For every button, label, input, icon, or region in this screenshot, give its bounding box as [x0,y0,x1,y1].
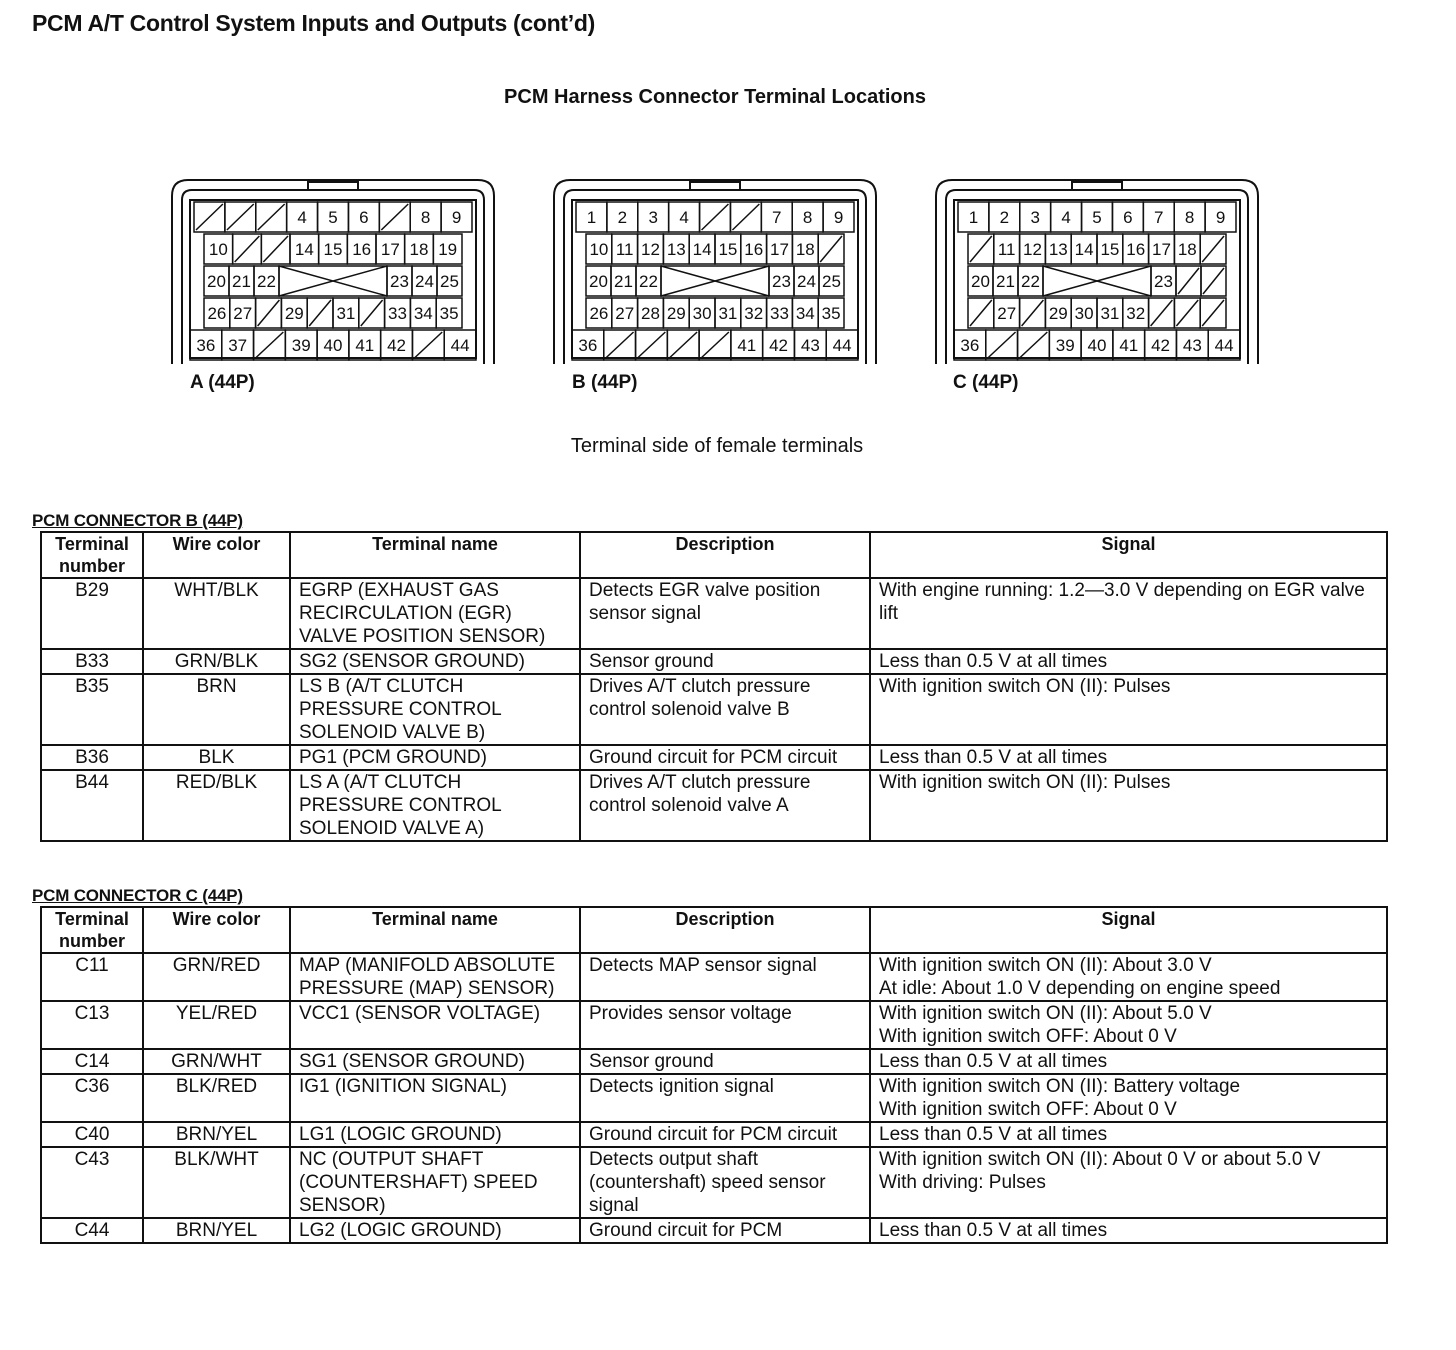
terminal-number: 9 [833,208,844,227]
terminal-number: 32 [744,304,764,323]
terminal-number: 20 [207,272,226,291]
header-description: Description [580,907,870,953]
empty-terminal-slash [1178,268,1199,294]
cell-wire-color: BLK [143,745,290,770]
terminal-caption: Terminal side of female terminals [570,435,864,457]
cell-terminal-name: LS A (A/T CLUTCH PRESSURE CONTROL SOLENOID VALVE A) [290,770,580,841]
cell-description: Ground circuit for PCM circuit [580,745,870,770]
terminal-number: 40 [323,336,343,355]
page-title: PCM A/T Control System Inputs and Outputs (cont’d) [32,10,595,36]
terminal-number: 27 [997,304,1017,323]
terminal-number: 41 [1119,336,1139,355]
cell-wire-color: GRN/WHT [143,1049,290,1074]
cell-terminal-name: LG2 (LOGIC GROUND) [290,1218,580,1243]
connector-c-label: C (44P) [953,372,1019,393]
cell-wire-color: WHT/BLK [143,578,290,649]
connector-svg [932,178,1262,364]
connector-a-diagram [168,178,498,364]
terminal-number: 17 [770,240,789,259]
terminal-number: 8 [420,208,431,227]
terminal-number: 34 [413,304,433,323]
terminal-number: 44 [450,336,470,355]
terminal-number: 18 [1177,240,1197,259]
terminal-number: 23 [1154,272,1173,291]
terminal-number: 36 [578,336,598,355]
terminal-number: 5 [1092,208,1102,227]
table-row [41,745,1387,770]
terminal-number: 43 [1182,336,1202,355]
terminal-number: 44 [832,336,852,355]
terminal-number: 20 [589,272,608,291]
terminal-number: 12 [641,240,660,259]
terminal-number: 21 [232,272,251,291]
cell-wire-color: YEL/RED [143,1001,290,1049]
cell-wire-color: BRN [143,674,290,745]
terminal-number: 14 [1074,240,1094,259]
terminal-number: 23 [772,272,791,291]
cell-wire-color: BLK/RED [143,1074,290,1122]
terminal-number: 37 [228,336,248,355]
cell-signal: With ignition switch ON (II): Battery voltage With ignition switch OFF: About 0 V [870,1074,1387,1122]
cell-terminal: B33 [41,649,143,674]
cell-terminal: C13 [41,1001,143,1049]
empty-terminal-slash [701,332,729,358]
terminal-number: 16 [352,240,372,259]
table-row [41,649,1387,674]
terminal-number: 17 [1152,240,1171,259]
connector-a-label: A (44P) [190,372,255,393]
table-row [41,770,1387,841]
terminal-number: 9 [451,208,462,227]
terminal-number: 33 [770,304,789,323]
terminal-number: 41 [737,336,757,355]
empty-terminal-slash [638,332,666,358]
terminal-number: 10 [208,240,228,259]
cell-terminal: B44 [41,770,143,841]
cell-terminal-name: LG1 (LOGIC GROUND) [290,1122,580,1147]
cell-description: Detects output shaft (countershaft) speed sensor signal [580,1147,870,1218]
connector-latch [690,182,740,190]
terminal-number: 4 [1061,208,1071,227]
terminal-number: 9 [1215,208,1226,227]
terminal-number: 8 [802,208,813,227]
empty-terminal-slash [988,332,1016,358]
cell-terminal: C40 [41,1122,143,1147]
cell-description: Ground circuit for PCM [580,1218,870,1243]
terminal-number: 31 [336,304,356,323]
cell-terminal-name: EGRP (EXHAUST GAS RECIRCULATION (EGR) VALVE POSITION SENSOR) [290,578,580,649]
empty-terminal-slash [732,204,759,230]
empty-terminal-slash [702,204,729,230]
connector-b-label: B (44P) [572,372,638,393]
terminal-number: 24 [797,272,816,291]
connector-svg [550,178,880,364]
terminal-number: 13 [1048,240,1068,259]
cell-terminal: C14 [41,1049,143,1074]
empty-terminal-slash [1176,300,1198,326]
empty-terminal-slash [820,236,842,262]
empty-terminal-slash [196,204,223,230]
header-wire-color: Wire color [143,532,290,578]
cell-terminal: B36 [41,745,143,770]
terminal-number: 33 [388,304,407,323]
terminal-number: 4 [679,208,689,227]
table-row [41,674,1387,745]
terminal-number: 15 [718,240,738,259]
cell-wire-color: BRN/YEL [143,1218,290,1243]
empty-terminal-slash [1202,300,1224,326]
header-terminal-name: Terminal name [290,907,580,953]
table-row [41,578,1387,649]
terminal-number: 4 [297,208,307,227]
empty-terminal-slash [1022,300,1044,326]
terminal-number: 21 [996,272,1015,291]
cell-terminal-name: SG2 (SENSOR GROUND) [290,649,580,674]
connector-latch [1072,182,1122,190]
empty-terminal-slash [258,300,280,326]
cell-description: Detects MAP sensor signal [580,953,870,1001]
terminal-number: 29 [666,304,686,323]
terminal-number: 35 [821,304,841,323]
empty-terminal-slash [970,236,992,262]
terminal-number: 27 [233,304,253,323]
cell-signal: With ignition switch ON (II): Pulses [870,770,1387,841]
empty-terminal-slash [1202,236,1224,262]
table-row [41,1218,1387,1243]
terminal-number: 25 [822,272,841,291]
terminal-number: 16 [1126,240,1146,259]
terminal-number: 18 [795,240,815,259]
cell-terminal-name: IG1 (IGNITION SIGNAL) [290,1074,580,1122]
terminal-number: 13 [666,240,686,259]
terminal-number: 40 [1087,336,1107,355]
cell-signal: Less than 0.5 V at all times [870,1049,1387,1074]
terminal-number: 15 [1100,240,1120,259]
empty-terminal-slash [263,236,288,262]
cell-wire-color: RED/BLK [143,770,290,841]
empty-terminal-slash [309,300,331,326]
cell-terminal-name: NC (OUTPUT SHAFT (COUNTERSHAFT) SPEED SENSOR) [290,1147,580,1218]
cell-terminal: C11 [41,953,143,1001]
cell-description: Drives A/T clutch pressure control solenoid valve A [580,770,870,841]
cell-description: Provides sensor voltage [580,1001,870,1049]
connector-c-table [40,906,1388,1244]
cell-wire-color: BRN/YEL [143,1122,290,1147]
terminal-number: 39 [1055,336,1075,355]
terminal-number: 31 [1100,304,1120,323]
diagram-title: PCM Harness Connector Terminal Locations [504,86,926,108]
terminal-number: 3 [648,208,658,227]
terminal-number: 26 [207,304,227,323]
cell-signal: With ignition switch ON (II): About 5.0 V With ignition switch OFF: About 0 V [870,1001,1387,1049]
cell-terminal-name: SG1 (SENSOR GROUND) [290,1049,580,1074]
empty-terminal-slash [1203,268,1224,294]
terminal-number: 42 [769,336,789,355]
terminal-number: 19 [438,240,458,259]
terminal-number: 30 [692,304,712,323]
cell-description: Sensor ground [580,1049,870,1074]
terminal-number: 18 [409,240,429,259]
cell-signal: With ignition switch ON (II): About 0 V or about 5.0 V With driving: Pulses [870,1147,1387,1218]
terminal-number: 6 [1123,208,1133,227]
cell-terminal: C43 [41,1147,143,1218]
cell-description: Ground circuit for PCM circuit [580,1122,870,1147]
cell-signal: Less than 0.5 V at all times [870,1218,1387,1243]
terminal-number: 11 [615,240,634,259]
terminal-number: 21 [614,272,633,291]
header-description: Description [580,532,870,578]
connector-b-table [40,531,1388,842]
terminal-number: 22 [1021,272,1040,291]
terminal-number: 3 [1030,208,1040,227]
terminal-number: 15 [323,240,343,259]
cell-description: Drives A/T clutch pressure control solenoid valve B [580,674,870,745]
terminal-number: 20 [971,272,990,291]
cell-terminal-name: LS B (A/T CLUTCH PRESSURE CONTROL SOLENOID VALVE B) [290,674,580,745]
terminal-number: 22 [639,272,658,291]
cell-signal: Less than 0.5 V at all times [870,1122,1387,1147]
empty-terminal-slash [1151,300,1173,326]
terminal-number: 25 [440,272,459,291]
header-signal: Signal [870,532,1387,578]
terminal-number: 14 [294,240,314,259]
terminal-number: 41 [355,336,375,355]
connector-svg [168,178,498,364]
cell-signal: With engine running: 1.2—3.0 V depending on EGR valve lift [870,578,1387,649]
header-wire-color: Wire color [143,907,290,953]
terminal-number: 22 [257,272,276,291]
cell-terminal: C36 [41,1074,143,1122]
terminal-number: 1 [968,208,979,227]
terminal-number: 10 [589,240,609,259]
terminal-number: 14 [692,240,712,259]
cell-terminal-name: PG1 (PCM GROUND) [290,745,580,770]
header-terminal-number: Terminal number [41,532,143,578]
terminal-number: 5 [328,208,338,227]
terminal-number: 7 [1154,208,1164,227]
terminal-number: 42 [1151,336,1171,355]
terminal-number: 29 [1048,304,1068,323]
table-row [41,1074,1387,1122]
header-signal: Signal [870,907,1387,953]
cell-terminal: B29 [41,578,143,649]
terminal-number: 11 [997,240,1016,259]
empty-terminal-slash [970,300,992,326]
empty-terminal-slash [361,300,383,326]
terminal-number: 43 [800,336,820,355]
empty-terminal-slash [669,332,697,358]
table-row [41,1001,1387,1049]
terminal-number: 16 [744,240,764,259]
empty-terminal-slash [256,332,284,358]
terminal-number: 27 [615,304,635,323]
table-header-row [41,907,1387,953]
table-row [41,1049,1387,1074]
terminal-number: 1 [586,208,597,227]
terminal-number: 36 [960,336,980,355]
cell-wire-color: BLK/WHT [143,1147,290,1218]
connector-b-diagram [550,178,880,364]
cell-signal: Less than 0.5 V at all times [870,745,1387,770]
empty-terminal-slash [227,204,254,230]
empty-terminal-slash [258,204,285,230]
cell-wire-color: GRN/BLK [143,649,290,674]
terminal-number: 6 [359,208,369,227]
cell-wire-color: GRN/RED [143,953,290,1001]
terminal-number: 32 [1126,304,1146,323]
terminal-number: 39 [291,336,311,355]
header-terminal-name: Terminal name [290,532,580,578]
empty-terminal-slash [414,332,442,358]
terminal-number: 28 [641,304,660,323]
terminal-number: 42 [387,336,407,355]
cell-signal: Less than 0.5 V at all times [870,649,1387,674]
empty-terminal-slash [606,332,634,358]
empty-terminal-slash [381,204,408,230]
cell-terminal: C44 [41,1218,143,1243]
terminal-number: 31 [718,304,738,323]
cell-description: Sensor ground [580,649,870,674]
terminal-number: 23 [390,272,409,291]
table-row [41,953,1387,1001]
cell-signal: With ignition switch ON (II): Pulses [870,674,1387,745]
table-row [41,1147,1387,1218]
terminal-number: 35 [439,304,459,323]
terminal-number: 36 [196,336,216,355]
terminal-number: 29 [284,304,304,323]
terminal-number: 44 [1214,336,1234,355]
terminal-number: 2 [999,208,1010,227]
terminal-number: 24 [415,272,434,291]
cell-terminal-name: MAP (MANIFOLD ABSOLUTE PRESSURE (MAP) SENSOR) [290,953,580,1001]
terminal-number: 34 [795,304,815,323]
terminal-number: 12 [1023,240,1042,259]
terminal-number: 2 [617,208,628,227]
terminal-number: 8 [1184,208,1195,227]
cell-description: Detects ignition signal [580,1074,870,1122]
terminal-number: 30 [1074,304,1094,323]
connector-b-table-title: PCM CONNECTOR B (44P) [32,511,243,530]
connector-latch [308,182,358,190]
terminal-number: 26 [589,304,609,323]
table-header-row [41,532,1387,578]
cell-terminal-name: VCC1 (SENSOR VOLTAGE) [290,1001,580,1049]
table-row [41,1122,1387,1147]
terminal-number: 7 [772,208,782,227]
terminal-number: 17 [380,240,400,259]
cell-description: Detects EGR valve position sensor signal [580,578,870,649]
cell-signal: With ignition switch ON (II): About 3.0 V At idle: About 1.0 V depending on engine speed [870,953,1387,1001]
empty-terminal-slash [1020,332,1048,358]
header-terminal-number: Terminal number [41,907,143,953]
empty-terminal-slash [235,236,260,262]
connector-c-table-title: PCM CONNECTOR C (44P) [32,886,243,905]
cell-terminal: B35 [41,674,143,745]
connector-c-diagram [932,178,1262,364]
